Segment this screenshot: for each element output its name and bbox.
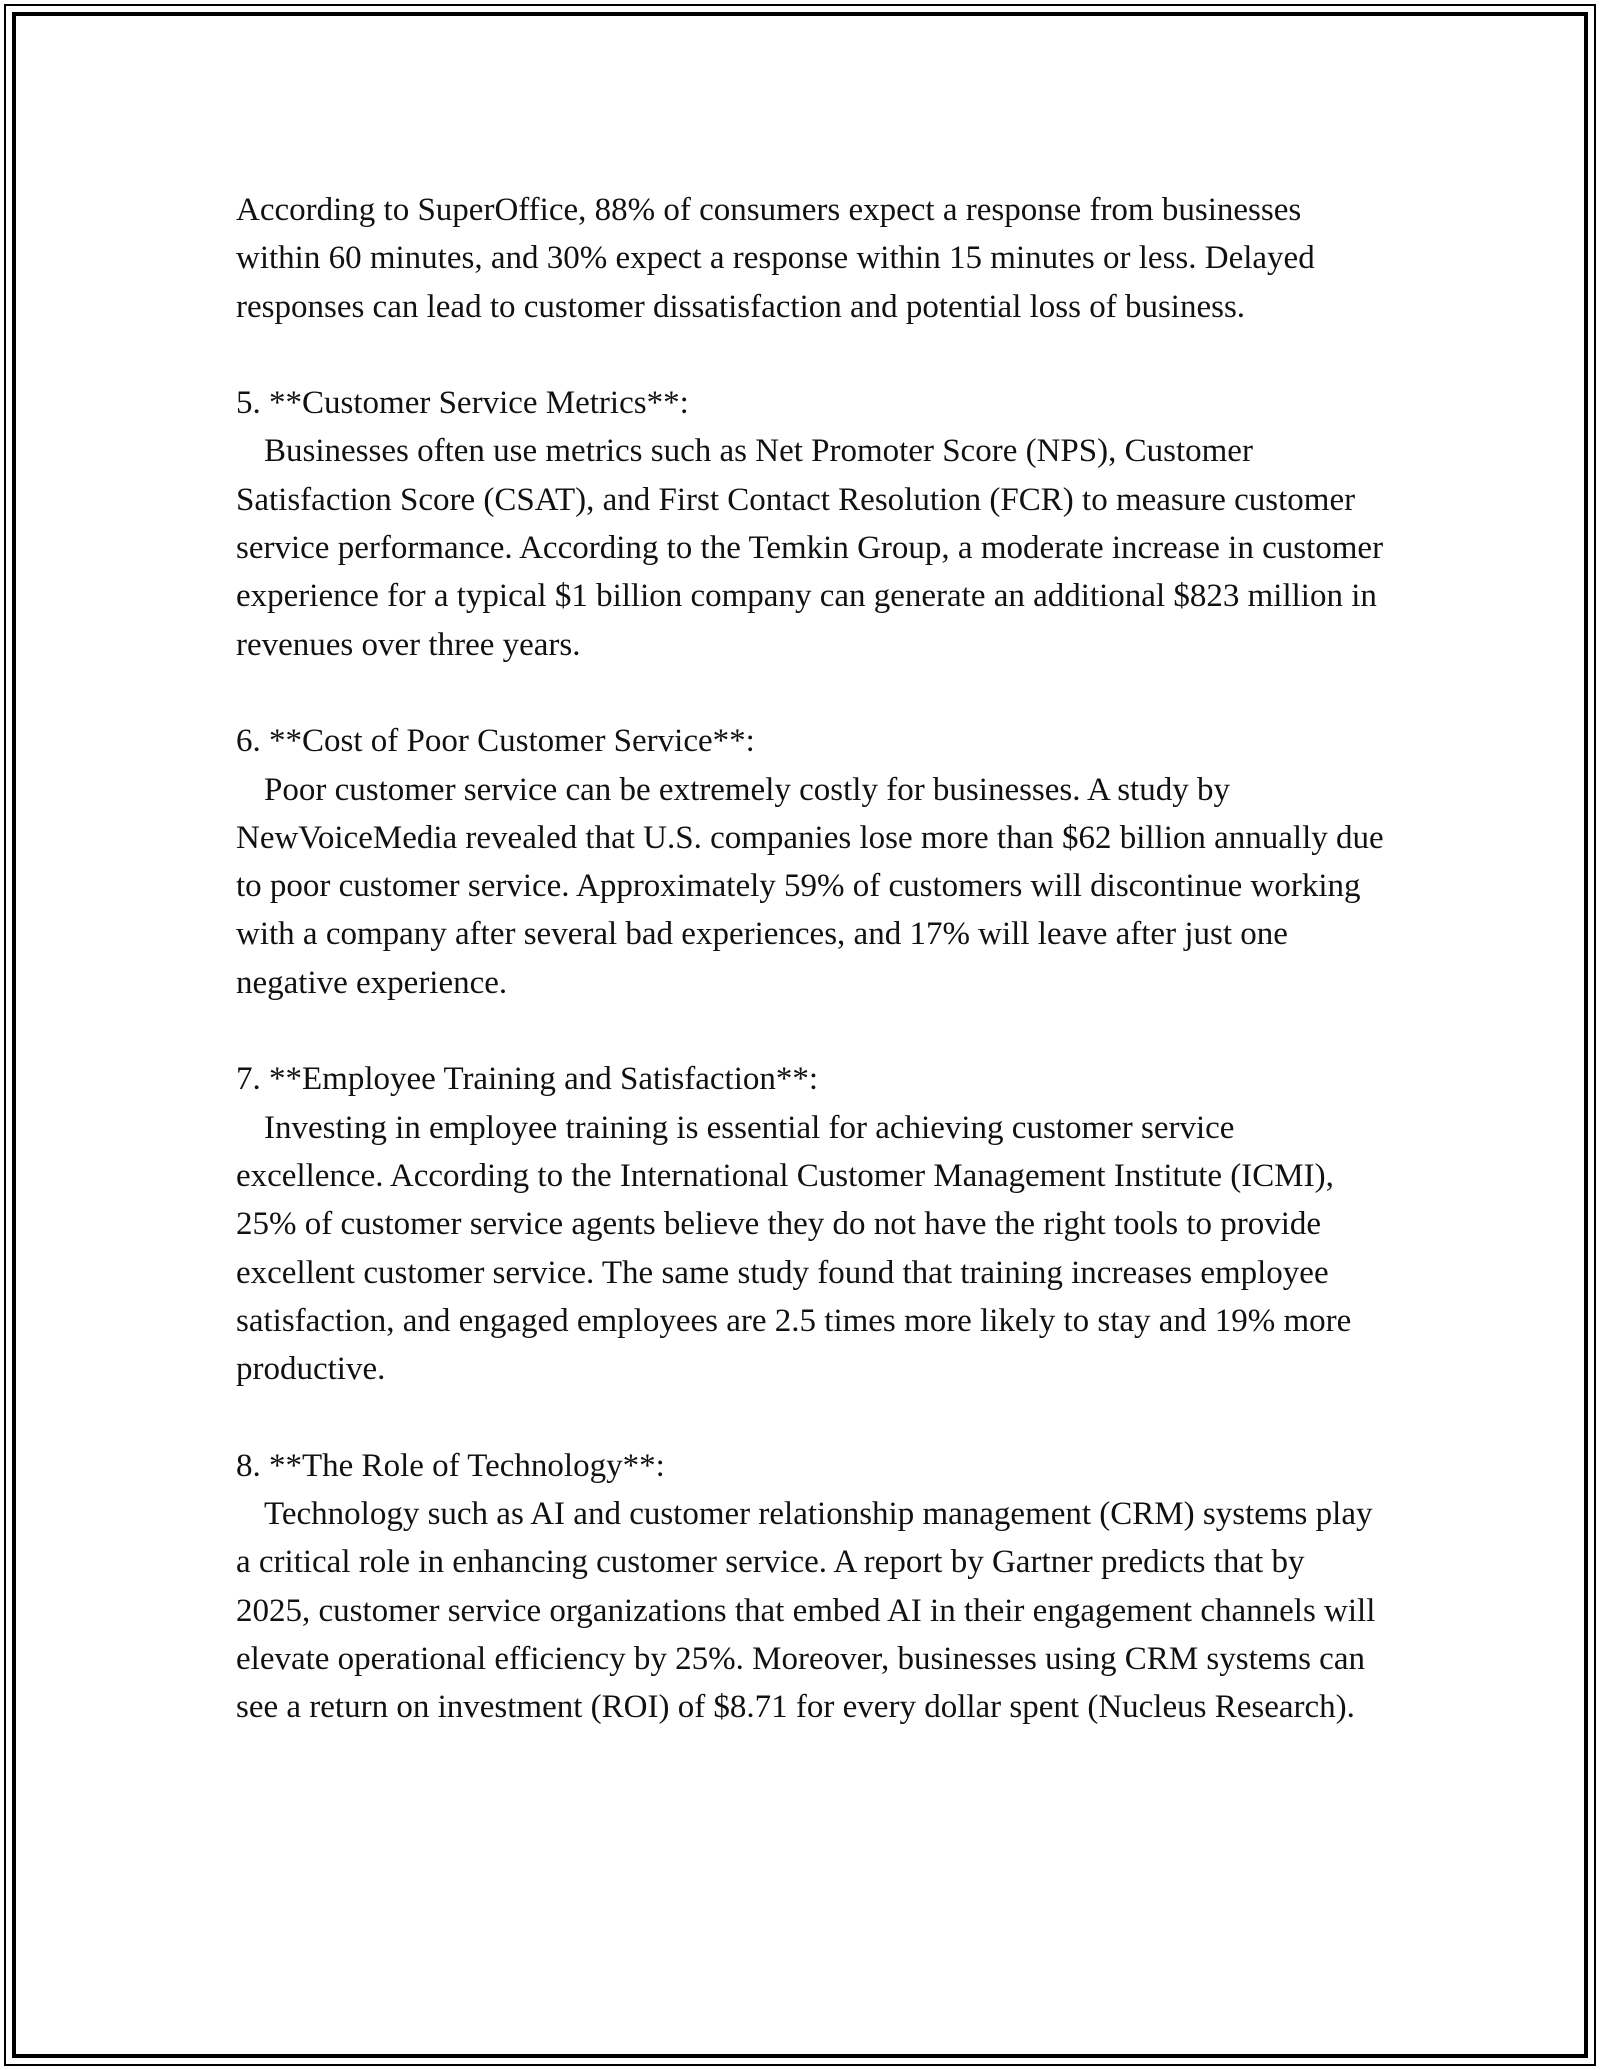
section-body: Poor customer service can be extremely costly for businesses. A study by NewVoiceMedia revealed that U.S. companies lose more than $62 billion annually due to poor customer service. Approximately 59% of customers will discontinue working with a company after several bad experiences, and 17% will leave after just one negative experience. <box>236 771 1392 1001</box>
section-customer-service-metrics <box>236 379 1392 669</box>
section-heading: 8. **The Role of Technology**: <box>236 1447 665 1484</box>
section-heading: 5. **Customer Service Metrics**: <box>236 385 689 422</box>
section-body: Investing in employee training is essential for achieving customer service excellence. According to the International Customer Management Institute (ICMI), 25% of customer service agents believe they do not have the right tools to provide excellent customer service. The same study found that training increases employee satisfaction, and engaged employees are 2.5 times more likely to stay and 19% more productive. <box>236 1109 1360 1388</box>
section-role-of-technology <box>236 1442 1386 1732</box>
section-body: Technology such as AI and customer relationship management (CRM) systems play a critical role in enhancing customer service. A report by Gartner predicts that by 2025, customer service organizations that embed AI in their engagement channels will elevate operational efficiency by 25%. Moreover, businesses using CRM systems can see a return on investment (ROI) of $8.71 for every dollar spent (Nucleus Research). <box>236 1496 1384 1726</box>
section-employee-training <box>236 1055 1386 1393</box>
document-body <box>236 186 1392 1732</box>
intro-paragraph: According to SuperOffice, 88% of consumers expect a response from businesses within 60 minutes, and 30% expect a response within 15 minutes or less. Delayed responses can lead to customer dissatisfaction and potential loss of business. <box>236 192 1323 325</box>
section-cost-of-poor-service <box>236 717 1392 1007</box>
section-heading: 7. **Employee Training and Satisfaction**: <box>236 1061 819 1098</box>
section-heading: 6. **Cost of Poor Customer Service**: <box>236 723 755 760</box>
section-body: Businesses often use metrics such as Net Promoter Score (NPS), Customer Satisfaction Score (CSAT), and First Contact Resolution (FCR) to measure customer service performance. According to the Temkin Group, a moderate increase in customer experience for a typical $1 billion company can generate an additional $823 million in revenues over three years. <box>236 433 1392 663</box>
